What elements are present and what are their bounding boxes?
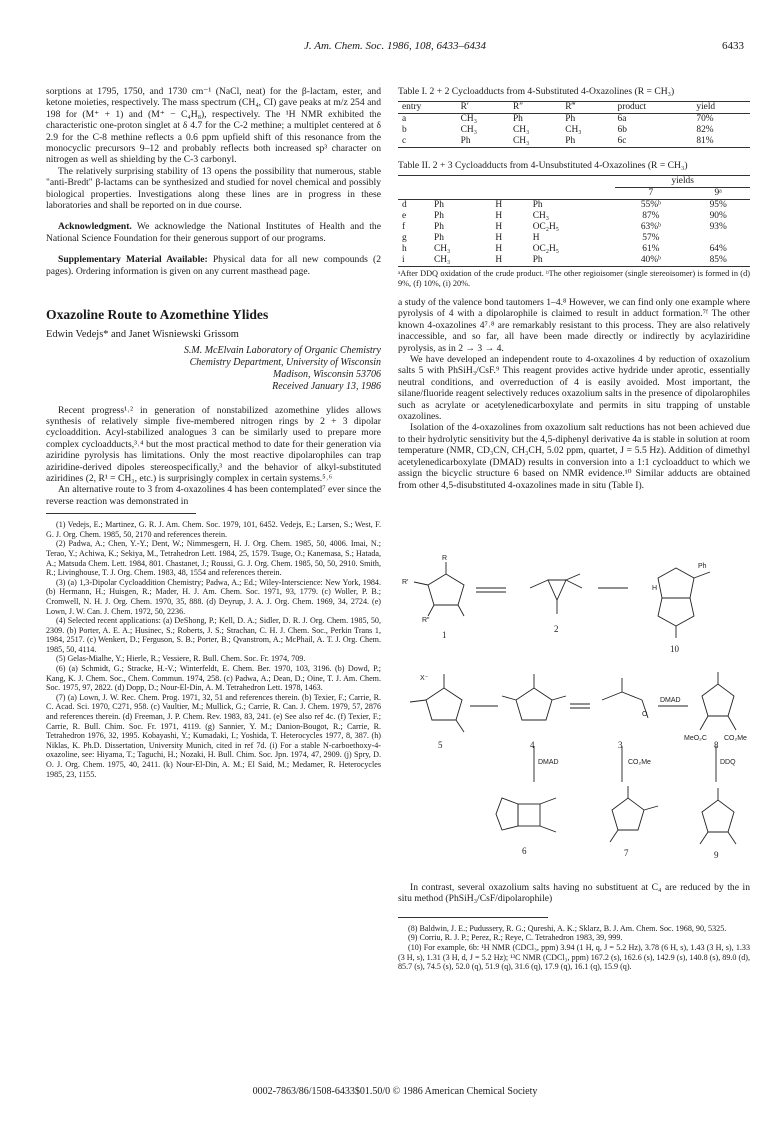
- table-row: [398, 244, 750, 255]
- table-cell: 90%: [709, 211, 727, 221]
- footnote-rule: [398, 917, 548, 918]
- references-left: [46, 520, 381, 779]
- compound-label: 10: [670, 644, 679, 654]
- compound-label: 5: [438, 740, 443, 750]
- affiliation: [46, 345, 381, 393]
- table-cell: H: [495, 222, 503, 232]
- compound-label: 3: [618, 740, 623, 750]
- table-cell: H: [532, 233, 540, 243]
- table-row: [398, 114, 750, 126]
- page-footer: 0002-7863/86/1508-6433$01.50/0 © 1986 American Chemical Society: [252, 1086, 538, 1097]
- table-cell: Ph: [434, 200, 444, 210]
- table-cell: Ph: [434, 211, 444, 221]
- table-cell: h: [402, 244, 407, 254]
- table-cell: Ph: [529, 255, 616, 267]
- bond: [602, 692, 622, 700]
- table-cell: e: [402, 211, 407, 221]
- bond: [540, 826, 556, 832]
- table2-footnote: ᵃAfter DDQ oxidation of the crude product. ᵇThe other regioisomer (single stereoisomer) is formed in (d) 9%, (f) 10%, (i) 20%.: [398, 269, 750, 288]
- group-label: R″: [422, 617, 430, 624]
- supp-text: Physical data for all new compounds (2 pages). Ordering information is given on any current masthead page.: [46, 254, 381, 277]
- table-cell: H: [495, 244, 503, 254]
- bond: [622, 692, 642, 700]
- table-cell: [686, 233, 750, 244]
- table-row: [398, 233, 750, 244]
- table2-caption: Table II. 2 + 3 Cycloadducts from 4-Unsubstituted 4-Oxazolines (R = CH₃): [398, 160, 688, 171]
- group-label: R: [442, 555, 448, 562]
- table1-caption: Table I. 2 + 2 Cycloadducts from 4-Substituted 4-Oxazolines (R = CH₃): [398, 86, 675, 97]
- bond: [456, 720, 464, 732]
- reference: (2) Padwa, A.; Chen, Y.-Y.; Dent, W.; Nimmesgern, H. J. Org. Chem. 1985, 50, 4006. Imai, N.; Terao, Y.; Achiwa, K.; Sekiya, M., Tetrahedron Lett. 1984, 25, 1579. Tsuge, O.; Kanemasa, S.; Hatada, A.; Matsuda Chem. Lett. 1984, 801. Chastanet, J.; Roussi, G. J. Org. Chem. 1985, 50, 50, 2910. Smith, R.; Livinghouse, T. J. Org. Chem. 1983, 48, 1554 and references therein.: [46, 539, 381, 578]
- reagent-label: DMAD: [538, 759, 559, 766]
- table-cell: a: [402, 114, 407, 124]
- supplementary: [46, 254, 381, 277]
- article-authors: Edwin Vedejs* and Janet Wisniewski Grissom: [46, 329, 239, 341]
- table-cell: CH₃: [434, 244, 451, 254]
- table-cell: 85%: [686, 255, 750, 267]
- right-column-bottom: [398, 882, 750, 972]
- table-cell: CH₃: [460, 114, 477, 124]
- reference: (4) Selected recent applications: (a) DeShong, P.; Kell, D. A.; Sidler, D. R. J. Org. Chem. 1985, 50, 2309. (b) Porter, A. E. A.; Husinec, S.; Roberts, J. S.; Strachan, C. H. J. Chem. Soc., Perkin Trans 1, 1984, 2517. (c) Wenkert, D.; Ferguson, S. B.; Porter, B.; Qvanstrom, A.; McPhail, A. T. J. Org. Chem. 1985, 50, 4114.: [46, 616, 381, 654]
- ring-10: [658, 568, 694, 598]
- group-label: MeO₂C: [684, 735, 707, 742]
- table1-header: R′: [457, 102, 509, 114]
- paragraph: a study of the valence bond tautomers 1–4.⁸ However, we can find only one example where pyrolysis of 4 with a dipolarophile is claimed to result in adduct formation.⁷ᶠ The other known 4-oxazolines 4⁷˒⁸ are remarkably resistant to this process. They are also relatively inaccessible, and so far, all have been made directly or indirectly by acylaziridine pyrolysis, as in 2 → 3 → 4.: [398, 297, 750, 354]
- table-cell: H: [495, 211, 503, 221]
- reference: (3) (a) 1,3-Dipolar Cycloaddition Chemistry; Padwa, A.; Ed.; Wiley-Interscience: New York, 1984. (b) Hermann, H.; Huisgen, R.; Mader, H. J. Am. Chem. Soc. 1971, 93, 1779. (c) Woller, P. B.; Cromwell, N. H. J. Org. Chem. 1970, 35, 888. (d) Deyrup, J. A. J. Org. Chem. 1969, 34, 2724. (e) Lown, J. W. Can. J. Chem. 1972, 50, 2236.: [46, 577, 381, 616]
- paragraph: We have developed an independent route to 4-oxazolines 4 by reduction of oxazolium salts 5 with PhSiH₃/CsF.⁹ This reagent provides active hydride under aprotic, essentially neutral conditions, and overreduction of 4 is easily avoided. Most important, the silane/fluoride reagent selectively reduces oxazolium salts in the presence of dipolarophiles such as acrylate or acetylenedicarboxylate and permits in situ trapping of unstable oxazolines.: [398, 354, 750, 423]
- ack-text: We acknowledge the National Institutes of Health and the National Science Foundation for their generous support of our programs.: [46, 221, 381, 244]
- reference: (5) Gelas-Mialhe, Y.; Hierle, R.; Vessiere, R. Bull. Chem. Soc. Fr. 1974, 709.: [56, 654, 306, 664]
- table-row: [398, 125, 750, 136]
- reagent-label: DMAD: [660, 697, 681, 704]
- left-column: [46, 86, 381, 779]
- table2-subheader: 7: [615, 188, 686, 200]
- bond: [530, 580, 548, 588]
- table-cell: 6b: [617, 125, 627, 135]
- compound-label: 8: [714, 740, 719, 750]
- right-column: [398, 86, 750, 491]
- table-cell: H: [491, 255, 528, 267]
- table-cell: 61%: [642, 244, 660, 254]
- bond: [552, 696, 566, 700]
- bond: [428, 605, 434, 616]
- paragraph: Isolation of the 4-oxazolines from oxazolium salt reductions has not been achieved due to their hydrolytic sensitivity but the 4,5-diphenyl derivative 4a is stable in solution at room temperature (NMR, CD₃CN, CH₃CH, 5.02 ppm, quartet, J = 5.5 Hz). Addition of dimethyl acetylenedicarboxylate (DMAD) results in conversion into a 1:1 cycloadduct to which we assign the bicyclic structure 6 based on NMR evidence.¹⁰ Similar adducts are obtained from other 4,5-disubstituted 4-oxazolines made in situ (Table I).: [398, 422, 750, 491]
- table-cell: 82%: [696, 125, 714, 135]
- table-cell: CH₃: [430, 255, 491, 267]
- bond: [728, 716, 736, 730]
- table-cell: CH₃: [509, 136, 561, 148]
- reference: (6) (a) Schmidt, G.; Stracke, H.-V.; Winterfeldt, E. Chem. Ber. 1970, 103, 3196. (b) Dowd, P.; Kang, K. J. Chem. Soc., Chem. Commun. 1974, 258. (c) Padwa, A.; Dean, D.; Oine, T. J. Am. Chem. Soc. 1975, 97, 2822. (d) Dopp, D.; Nour-El-Din, A. M. Tetrahedron Lett. 1978, 1463.: [46, 664, 381, 693]
- affiliation-line: Madison, Wisconsin 53706: [272, 368, 381, 380]
- table-cell: 55%ᵇ: [640, 200, 661, 210]
- reference: (8) Baldwin, J. E.; Pudussery, R. G.; Qureshi, A. K.; Sklarz, B. J. Am. Chem. Soc. 1968, 90, 5325.: [408, 923, 727, 933]
- ring-6: [518, 804, 540, 826]
- table-cell: 63%ᵇ: [640, 222, 661, 232]
- ring-4: [516, 688, 552, 720]
- page-number: 6433: [722, 40, 744, 52]
- bond: [502, 696, 516, 700]
- table-cell: c: [398, 136, 457, 148]
- ring-5: [426, 688, 462, 720]
- ring-8: [702, 684, 734, 716]
- compound-label: 2: [554, 624, 559, 634]
- bond: [644, 806, 658, 810]
- footnote-rule: [46, 513, 196, 514]
- running-header: [46, 40, 744, 58]
- table2-group-header: yields: [615, 176, 750, 188]
- table-cell: i: [398, 255, 430, 267]
- group-label: X⁻: [420, 675, 429, 682]
- table-cell: Ph: [532, 200, 543, 210]
- table-cell: Ph: [512, 114, 523, 124]
- paragraph: In contrast, several oxazolium salts having no substituent at C₄ are reduced by the in situ method (PhSiH₃/CsF/dipolarophile): [398, 882, 750, 905]
- ring-9: [702, 800, 734, 832]
- table1-header: R″: [509, 102, 561, 114]
- compound-label: 9: [714, 850, 719, 860]
- bond: [694, 572, 710, 578]
- table-cell: Ph: [434, 233, 444, 243]
- group-label: R′: [402, 579, 409, 586]
- group-label: O: [642, 711, 648, 718]
- table-cell: b: [402, 125, 407, 135]
- table-cell: CH₃: [460, 125, 477, 135]
- table-cell: 70%: [696, 114, 714, 124]
- references-right: [398, 924, 750, 972]
- table-cell: Ph: [565, 114, 576, 124]
- table-cell: 95%: [709, 200, 727, 210]
- table1-header: entry: [398, 102, 457, 114]
- group-label: Ph: [698, 563, 707, 570]
- table-cell: 64%: [709, 244, 727, 254]
- bond: [540, 798, 556, 804]
- ring-1: [428, 574, 464, 605]
- table1-header: product: [614, 102, 693, 114]
- table-row: [398, 211, 750, 222]
- table-cell: CH₃: [532, 211, 549, 221]
- table1: [398, 101, 750, 148]
- reference: (1) Vedejs, E.; Martinez, G. R. J. Am. Chem. Soc. 1979, 101, 6452. Vedejs, E.; Larsen, S.; West, F. G. J. Org. Chem. 1985, 50, 2170 and references therein.: [46, 520, 381, 539]
- compound-label: 4: [530, 740, 535, 750]
- table2: [398, 175, 750, 267]
- table-row: [398, 136, 750, 148]
- table-cell: d: [402, 200, 407, 210]
- table-cell: H: [495, 233, 503, 243]
- article-title: Oxazoline Route to Azomethine Ylides: [46, 307, 269, 323]
- paragraph: sorptions at 1795, 1750, and 1730 cm⁻¹ (NaCl, neat) for the β-lactam, ester, and ketone moieties, respectively. The mass spectrum (CH₄, CI) gave peaks at m/z 254 and 198 for (M⁺ + 1) and (M⁺ − C₄H₈), respectively. The ¹H NMR exhibited the characteristic one-proton singlet at δ 4.7 for the C-2 methine; a multiplet centered at δ 2.9 for the C-8 methine reflects a 0.6 ppm upfield shift of this resonance from the monocyclic precursors 9–12 and probably reflects both increased sp³ character on nitrogen as well as shielding by the C-3 carbonyl.: [46, 86, 381, 166]
- reference: (10) For example, 6b: ¹H NMR (CDCl₃, ppm) 3.94 (1 H, q, J = 5.2 Hz), 3.78 (6 H, s), 1.43 (3 H, s), 1.33 (3 H, s), 1.31 (3 H, d, J = 5.2 Hz); ¹³C NMR (CDCl₃, ppm) 167.2 (s), 162.6 (s), 142.9 (s), 140.8 (s), 89.0 (d), 85.7 (s), 74.5 (s), 52.0 (q), 51.9 (q), 31.6 (q), 17.9 (q), 16.1 (q), 15.9 (q).: [398, 943, 750, 972]
- paragraph: The relatively surprising stability of 13 opens the possibility that numerous, stable "anti-Bredt" β-lactams can be synthesized and studied for novel chemical and possibly biological properties. Investigations along these lines are in progress in these laboratories and shall be reported on in due course.: [46, 165, 381, 212]
- acknowledgment: [46, 221, 381, 244]
- ack-label: Acknowledgment.: [58, 221, 132, 233]
- table-cell: 40%ᵇ: [615, 255, 686, 267]
- bond: [700, 832, 708, 844]
- table-cell: Ph: [434, 222, 444, 232]
- reagent-label: DDQ: [720, 759, 736, 766]
- table-cell: OC₂H₅: [532, 222, 560, 232]
- reagent-label: CO₂Me: [628, 759, 651, 766]
- table-cell: Ph: [561, 136, 613, 148]
- ring-2: [548, 580, 566, 600]
- paragraph: An alternative route to 3 from 4-oxazolines 4 has been contemplated⁷ ever since the reverse reaction was demonstrated in: [46, 484, 381, 507]
- table-cell: Ph: [457, 136, 509, 148]
- supp-label: Supplementary Material Available:: [58, 254, 208, 266]
- bond: [458, 605, 464, 616]
- table-row: [398, 255, 750, 267]
- table-cell: f: [402, 222, 406, 232]
- ring-10b: [658, 598, 694, 626]
- table-cell: 81%: [692, 136, 750, 148]
- table-cell: 87%: [642, 211, 660, 221]
- affiliation-line: Chemistry Department, University of Wisconsin: [189, 356, 381, 368]
- journal-citation: J. Am. Chem. Soc. 1986, 108, 6433–6434: [304, 40, 486, 52]
- bond: [414, 582, 428, 585]
- table-cell: OC₂H₅: [532, 244, 560, 254]
- compound-label: 1: [442, 630, 447, 640]
- table-cell: 6a: [617, 114, 627, 124]
- bond: [410, 700, 426, 702]
- table1-header: R‴: [561, 102, 613, 114]
- paragraph: Recent progress¹˒² in generation of nonstabilized azomethine ylides allows synthesis of relatively simple five-membered nitrogen rings by 2 + 3 dipolar cycloaddition. Acyl-stabilized analogues 3 can be similarly used to prepare more complex cycloadducts,³˒⁴ but the most practical method to date for their generation via aziridine pyrolysis has limitations. Only the most reactive dipolarophiles can trap aziridine-derived dipoles stereospecifically,³ and the behavior of alkyl-substituted aziridines (2, R¹ = CH₃, etc.) is surprisingly complex in certain systems.⁵˒⁶: [46, 404, 381, 484]
- table1-header: yield: [692, 102, 750, 114]
- scheme-svg: [398, 550, 750, 875]
- bond: [728, 832, 736, 844]
- table-cell: CH₃: [512, 125, 530, 135]
- bond: [610, 830, 618, 842]
- table2-subheader: 9ᵃ: [686, 188, 750, 200]
- group-label: CO₂Me: [724, 735, 747, 742]
- bond: [566, 574, 580, 580]
- reference: (9) Corriu, R. J. P.; Perez, R.; Reye, C. Tetrahedron 1983, 39, 999.: [408, 933, 623, 943]
- bond: [700, 716, 708, 730]
- compound-label: 6: [522, 846, 527, 856]
- compound-label: 7: [624, 848, 629, 858]
- table-cell: 93%: [709, 222, 727, 232]
- table-cell: g: [402, 233, 407, 243]
- received-date: Received January 13, 1986: [272, 380, 381, 392]
- ring-6b: [496, 798, 518, 830]
- group-label: H: [652, 585, 658, 592]
- table-cell: H: [495, 200, 503, 210]
- table-cell: 57%: [642, 233, 660, 243]
- reference: (7) (a) Lown, J. W. Rec. Chem. Prog. 1971, 32, 51 and references therein. (b) Texier, F.; Carrie, R. C. Acad. Sci. 1970, C271, 958. (c) Vaultier, M.; Mullick, G.; Carrie, R. Can. J. Chem. 1979, 57, 2876 and references therein. (d) Freeman, J. P. Chem. Rev. 1983, 83, 241. (e) See also ref 4c. (f) Texier, F.; Carrie, R. Bull. Chim. Soc. Fr. 1971, 4119. (g) Sannier, Y. M.; Danion-Bougot, R.; Carrie, R. Tetrahedron 1976, 32, 1995. Kobayashi, Y.; Kumadaki, I.; Yoshida, T. Heterocycles 1977, 8, 387. (h) Niklas, K. Ph.D. Dissertation, University Munich, cited in ref 7d. (i) For a stable N-carboethoxy-4-oxazoline, see: Hiyama, T.; Taguchi, H.; Nozaki, H. Bull. Chim. Soc. Jpn. 1974, 47, 2909. (j) Spry, D. O. J. Org. Chem. 1975, 40, 2411. (k) Nour-El-Din, A. M.; El Said, M.; Medamer, R. Heterocycles 1985, 23, 1155.: [46, 692, 381, 779]
- table-row: [398, 200, 750, 212]
- affiliation-line: S.M. McElvain Laboratory of Organic Chemistry: [183, 344, 381, 356]
- bond: [566, 580, 582, 588]
- table-row: [398, 222, 750, 233]
- reaction-scheme: [398, 550, 750, 875]
- ring-7: [612, 798, 644, 830]
- table-cell: CH₃: [565, 125, 582, 135]
- table-cell: 6c: [614, 136, 693, 148]
